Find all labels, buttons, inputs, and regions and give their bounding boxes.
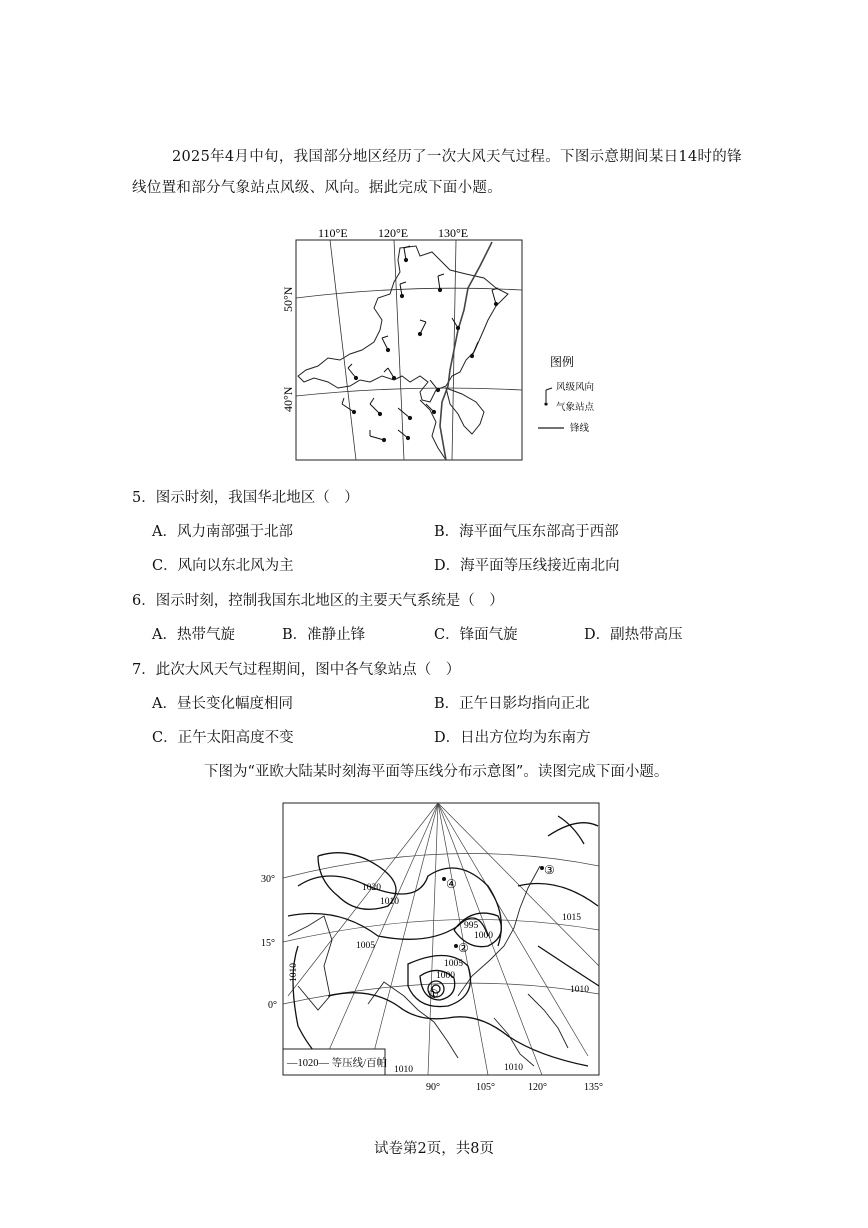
isobar-map — [258, 796, 618, 1096]
lon-label-120: 120° — [528, 1082, 547, 1093]
lat-label-15: 15° — [261, 938, 275, 949]
q5-option-c[interactable]: C．风向以东北风为主 — [152, 558, 294, 574]
isobar-label: 1010 — [394, 1065, 413, 1075]
page-footer: 试卷第2页，共8页 — [374, 1141, 494, 1157]
isobar-label: 1005 — [356, 941, 375, 951]
isobar-label: 1005 — [444, 959, 463, 969]
map2-frame — [283, 803, 599, 1075]
station — [398, 430, 410, 440]
question-7-stem: 7．此次大风天气过程期间，图中各气象站点（ ） — [132, 662, 461, 678]
isobar-label: 1020 — [362, 883, 381, 893]
question-5-stem: 5．图示时刻，我国华北地区（ ） — [132, 490, 359, 506]
isobar-label: 1010 — [380, 897, 399, 907]
q6-option-c[interactable]: C．锋面气旋 — [434, 627, 518, 643]
intro-paragraph-2: 下图为“亚欧大陆某时刻海平面等压线分布示意图”。读图完成下面小题。 — [204, 764, 669, 780]
china-ne-boundary — [298, 246, 508, 402]
q6-option-a[interactable]: A．热带气旋 — [152, 627, 235, 643]
station — [438, 274, 444, 292]
point-label-4: ④ — [446, 877, 457, 891]
lat-label-30: 30° — [261, 874, 275, 885]
q7-option-c[interactable]: C．正午太阳高度不变 — [152, 730, 294, 746]
map2-graticule — [283, 803, 599, 1075]
legend-title: 图例 — [550, 355, 575, 369]
lon-label-120: 120°E — [378, 226, 409, 240]
isobar-labels — [289, 883, 589, 1075]
isobar-label: 1010 — [504, 1063, 523, 1073]
station — [370, 430, 386, 442]
question-6-stem: 6．图示时刻，控制我国东北地区的主要天气系统是（ ） — [132, 593, 504, 609]
isobar-label: 1010 — [570, 985, 589, 995]
isobar-label: 1000 — [474, 931, 493, 941]
lon-label-130: 130°E — [438, 226, 469, 240]
station — [404, 246, 410, 262]
station — [398, 408, 412, 420]
lat-label-50: 50°N — [281, 286, 295, 312]
legend-wind-label: 风级风向 — [556, 383, 595, 393]
isobar-label: 1010 — [289, 963, 299, 982]
lon-label-90: 90° — [426, 1082, 440, 1093]
lon-label-135: 135° — [584, 1082, 603, 1093]
station — [348, 364, 358, 380]
point-label-3: ③ — [544, 863, 555, 877]
front-wind-map — [270, 226, 600, 466]
lon-label-105: 105° — [476, 1082, 495, 1093]
korea-coast — [446, 388, 484, 434]
intro-text-1: 2025年4月中旬，我国部分地区经历了一次大风天气过程。下图示意期间某日14时的锋线位置和部分气象站点风级、风向。据此完成下面小题。 — [132, 149, 742, 196]
map1-frame — [296, 240, 522, 460]
lat-label-0: 0° — [268, 1000, 277, 1011]
lon-label-110: 110°E — [318, 226, 348, 240]
q5-option-a[interactable]: A．风力南部强于北部 — [152, 524, 293, 540]
isobar-label: 1015 — [562, 913, 581, 923]
station — [418, 320, 426, 336]
station — [452, 318, 460, 330]
point-label-1: ① — [428, 987, 439, 1001]
q7-option-a[interactable]: A．昼长变化幅度相同 — [152, 696, 293, 712]
legend-station-icon — [544, 402, 547, 405]
station — [492, 288, 498, 306]
station — [370, 398, 382, 416]
q7-option-b[interactable]: B．正午日影均指向正北 — [434, 696, 590, 712]
q5-option-d[interactable]: D．海平面等压线接近南北向 — [434, 558, 620, 574]
intro-paragraph-1 — [132, 142, 742, 204]
station — [382, 336, 390, 352]
lat-label-40: 40°N — [281, 386, 295, 412]
point-label-2: ② — [458, 941, 469, 955]
station — [470, 342, 478, 358]
q5-option-b[interactable]: B．海平面气压东部高于西部 — [434, 524, 619, 540]
isobar-label: 995 — [464, 921, 479, 931]
legend-station-label: 气象站点 — [556, 403, 595, 413]
q6-option-d[interactable]: D．副热带高压 — [584, 627, 683, 643]
station — [384, 368, 396, 380]
station — [400, 282, 406, 298]
station — [430, 380, 440, 392]
q7-option-d[interactable]: D．日出方位均为东南方 — [434, 730, 591, 746]
map2-legend-text: —1020— 等压线/百帕 — [287, 1058, 388, 1069]
legend-front-label: 锋线 — [570, 424, 590, 434]
map2-coastline — [288, 866, 568, 1066]
map1-graticule — [296, 240, 522, 460]
isobar-label: 1000 — [436, 971, 455, 981]
q6-option-b[interactable]: B．准静止锋 — [282, 627, 366, 643]
